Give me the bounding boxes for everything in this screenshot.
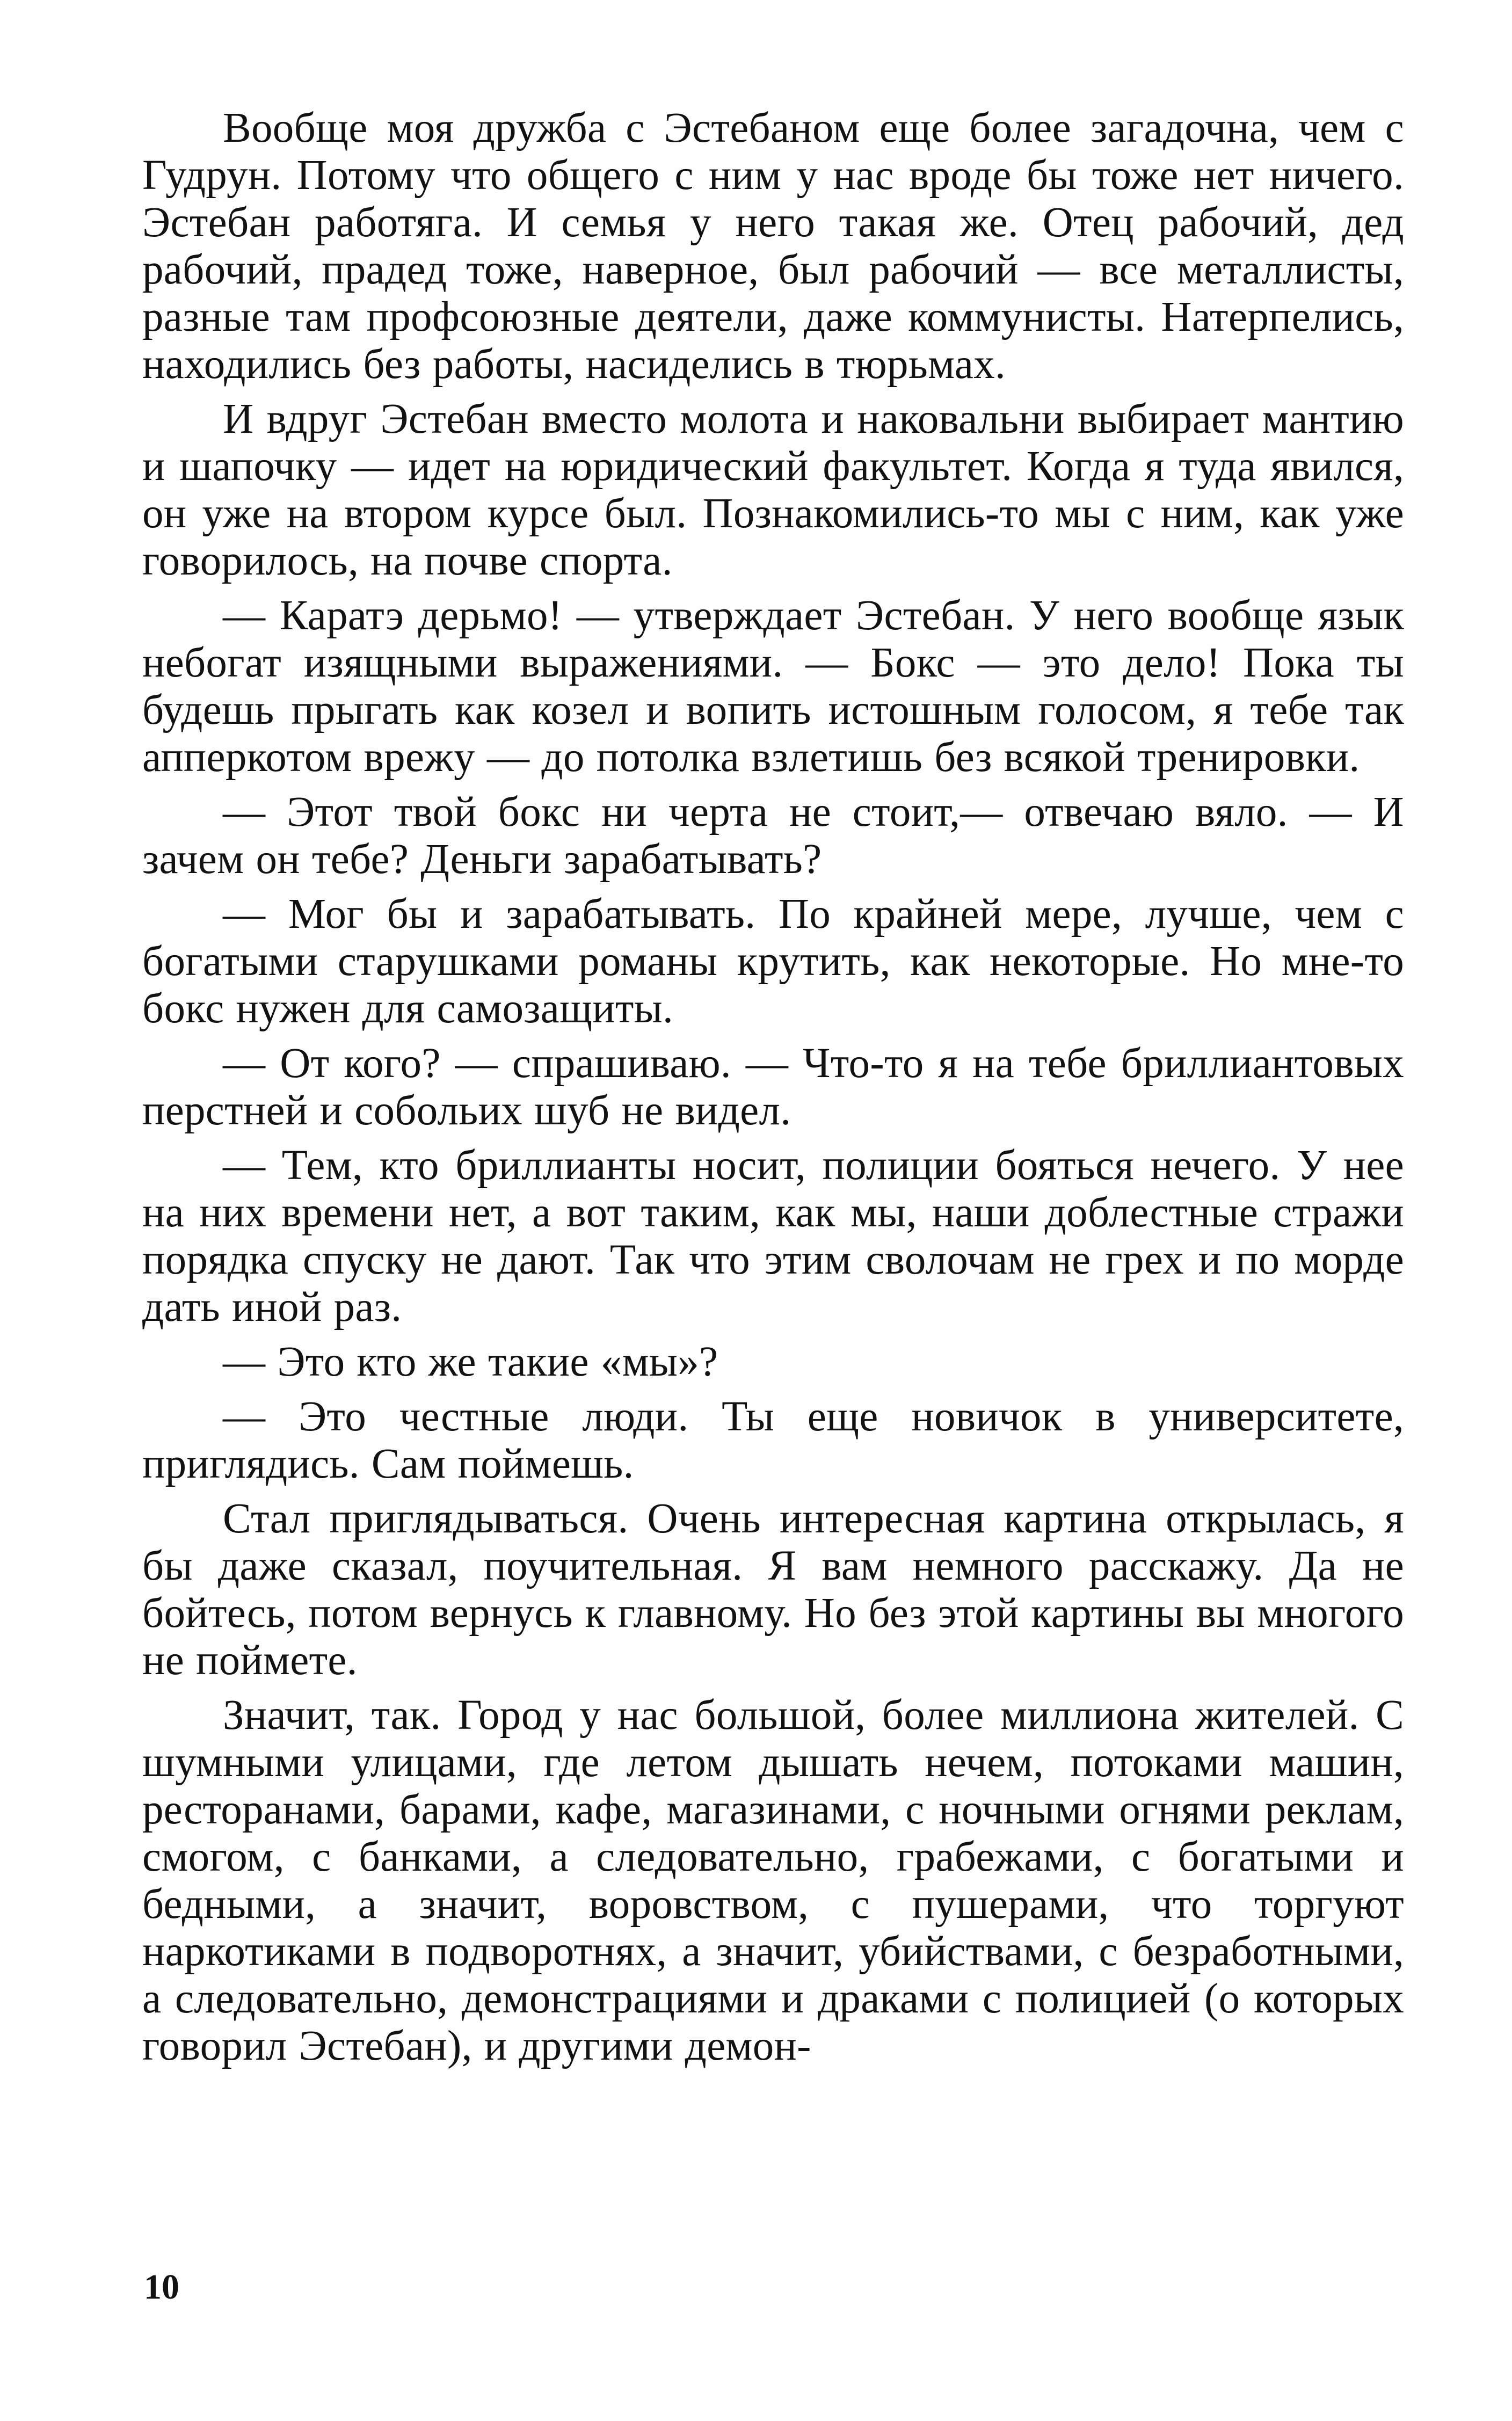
paragraph-5: — Мог бы и зарабатывать. По крайней мере, лучше, чем с богатыми старушками романы крутить, как некоторые. Но мне-то бокс нужен для самозащиты.: [142, 891, 1404, 1032]
page-number: 10: [144, 2267, 179, 2307]
paragraph-3: — Каратэ дерьмо! — утверждает Эстебан. У него вообще язык небогат изящными выражениями. — Бокс — это дело! Пока ты будешь прыгать как козел и вопить истошным голосом, я тебе так апперкотом врежу — до потолка взлетишь без всякой тренировки.: [142, 592, 1404, 781]
paragraph-10: Стал приглядываться. Очень интересная картина открылась, я бы даже сказал, поучительная. Я вам немного расскажу. Да не бойтесь, потом вернусь к главному. Но без этой картины вы многого не поймете.: [142, 1495, 1404, 1684]
paragraph-1: Вообще моя дружба с Эстебаном еще более загадочна, чем с Гудрун. Потому что общего с ним у нас вроде бы тоже нет ничего. Эстебан работяга. И семья у него такая же. Отец рабочий, дед рабочий, прадед тоже, наверное, был рабочий — все металлисты, разные там профсоюзные деятели, даже коммунисты. Натерпелись, находились без работы, насиделись в тюрьмах.: [142, 105, 1404, 388]
body-text: [142, 105, 1404, 2070]
paragraph-8: — Это кто же такие «мы»?: [223, 1339, 718, 1385]
paragraph-9: — Это честные люди. Ты еще новичок в университете, приглядись. Сам поймешь.: [142, 1393, 1404, 1487]
paragraph-11: Значит, так. Город у нас большой, более миллиона жителей. С шумными улицами, где летом дышать нечем, потоками машин, ресторанами, барами, кафе, магазинами, с ночными огнями реклам, смогом, с банками, а следовательно, грабежами, с богатыми и бедными, а значит, воровством, с пушерами, что торгуют наркотиками в подворотнях, а значит, убийствами, с безработными, а следовательно, демонстрациями и драками с полицией (о которых говорил Эстебан), и другими демон-: [142, 1692, 1404, 2069]
paragraph-4: — Этот твой бокс ни черта не стоит,— отвечаю вяло. — И зачем он тебе? Деньги зарабатывать?: [142, 789, 1404, 883]
paragraph-6: — От кого? — спрашиваю. — Что-то я на тебе бриллиантовых перстней и собольих шуб не видел.: [142, 1040, 1404, 1134]
paragraph-2: И вдруг Эстебан вместо молота и наковальни выбирает мантию и шапочку — идет на юридический факультет. Когда я туда явился, он уже на втором курсе был. Познакомились-то мы с ним, как уже говорилось, на почве спорта.: [142, 396, 1404, 584]
paragraph-7: — Тем, кто бриллианты носит, полиции бояться нечего. У нее на них времени нет, а вот таким, как мы, наши доблестные стражи порядка спуску не дают. Так что этим сволочам не грех и по морде дать иной раз.: [142, 1142, 1404, 1331]
